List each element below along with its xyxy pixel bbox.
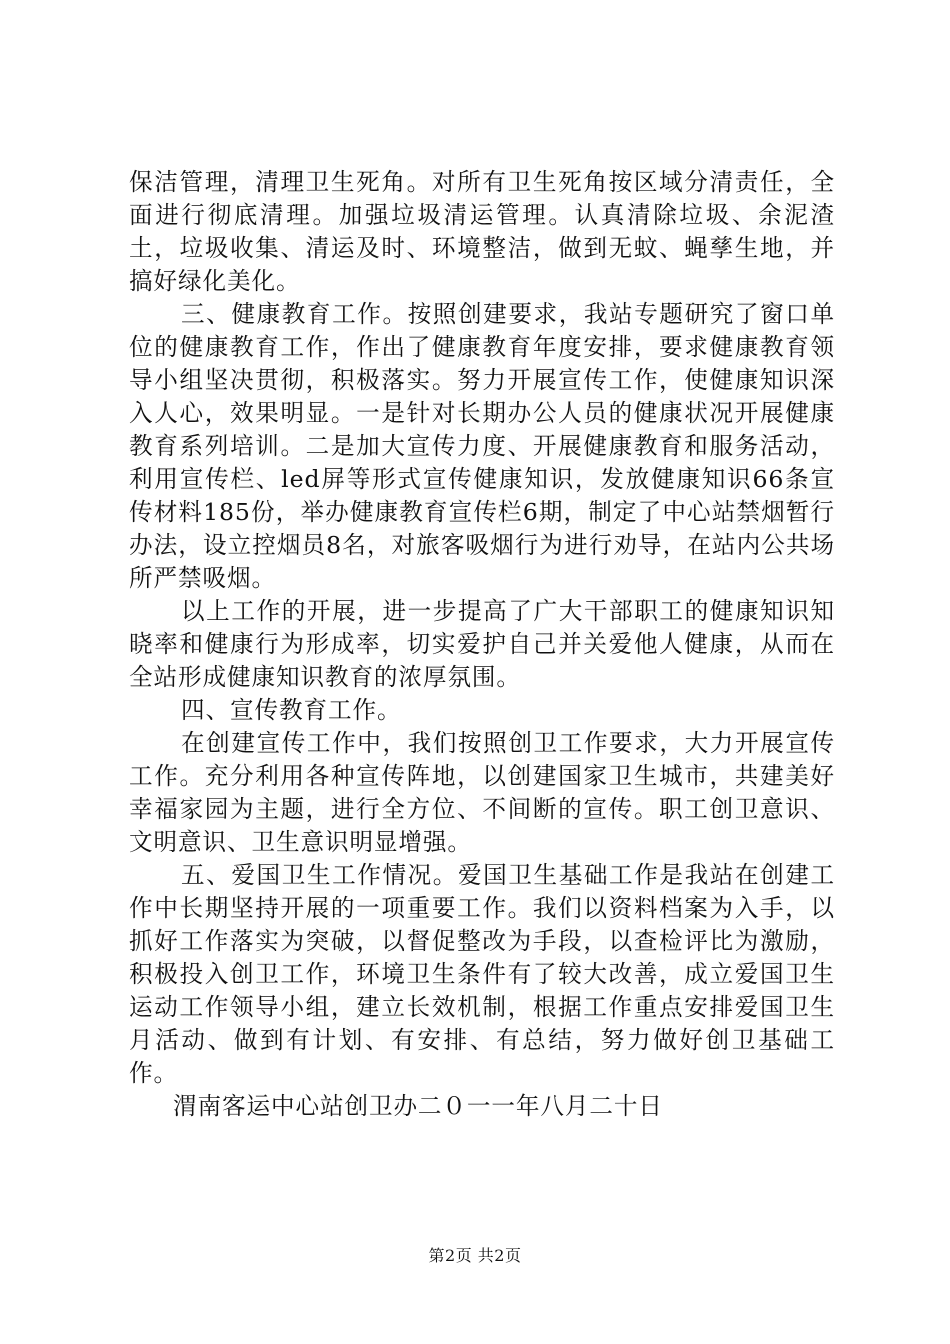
paragraph-health-results: 以上工作的开展，进一步提高了广大干部职工的健康知识知晓率和健康行为形成率，切实爱护自己并关爱他人健康，从而在全站形成健康知识教育的浓厚氛围。 [129,597,835,691]
paragraph-cleaning-continued: 保洁管理，清理卫生死角。对所有卫生死角按区域分清责任，全面进行彻底清理。加强垃圾清运管理。认真清除垃圾、余泥渣土，垃圾收集、清运及时、环境整洁，做到无蚊、蝇孳生地，并搞好绿化美化。 [129,168,835,295]
paragraph-health-education: 三、健康教育工作。按照创建要求，我站专题研究了窗口单位的健康教育工作，作出了健康教育年度安排，要求健康教育领导小组坚决贯彻，积极落实。努力开展宣传工作，使健康知识深入人心，效果明显。一是针对长期办公人员的健康状况开展健康教育系列培训。二是加大宣传力度、开展健康教育和服务活动，利用宣传栏、led屏等形式宣传健康知识，发放健康知识66条宣传材料185份，举办健康教育宣传栏6期，制定了中心站禁烟暂行办法，设立控烟员8名，对旅客吸烟行为进行劝导，在站内公共场所严禁吸烟。 [129,300,835,592]
page-indicator: 第2页 共2页 [428,1246,522,1265]
signature-line: 渭南客运中心站创卫办二０一一年八月二十日 [173,1092,663,1120]
section-heading-publicity: 四、宣传教育工作。 [181,696,402,724]
paragraph-patriotic-health: 五、爱国卫生工作情况。爱国卫生基础工作是我站在创建工作中长期坚持开展的一项重要工作。我们以资料档案为入手，以抓好工作落实为突破，以督促整改为手段，以查检评比为激励，积极投入创卫工作，环境卫生条件有了较大改善，成立爱国卫生运动工作领导小组，建立长效机制，根据工作重点安排爱国卫生月活动、做到有计划、有安排、有总结，努力做好创卫基础工作。 [129,861,835,1087]
document-body [129,166,835,1123]
page-footer [0,1246,950,1266]
paragraph-publicity: 在创建宣传工作中，我们按照创卫工作要求，大力开展宣传工作。充分利用各种宣传阵地，以创建国家卫生城市，共建美好幸福家园为主题，进行全方位、不间断的宣传。职工创卫意识、文明意识、卫生意识明显增强。 [129,729,835,856]
